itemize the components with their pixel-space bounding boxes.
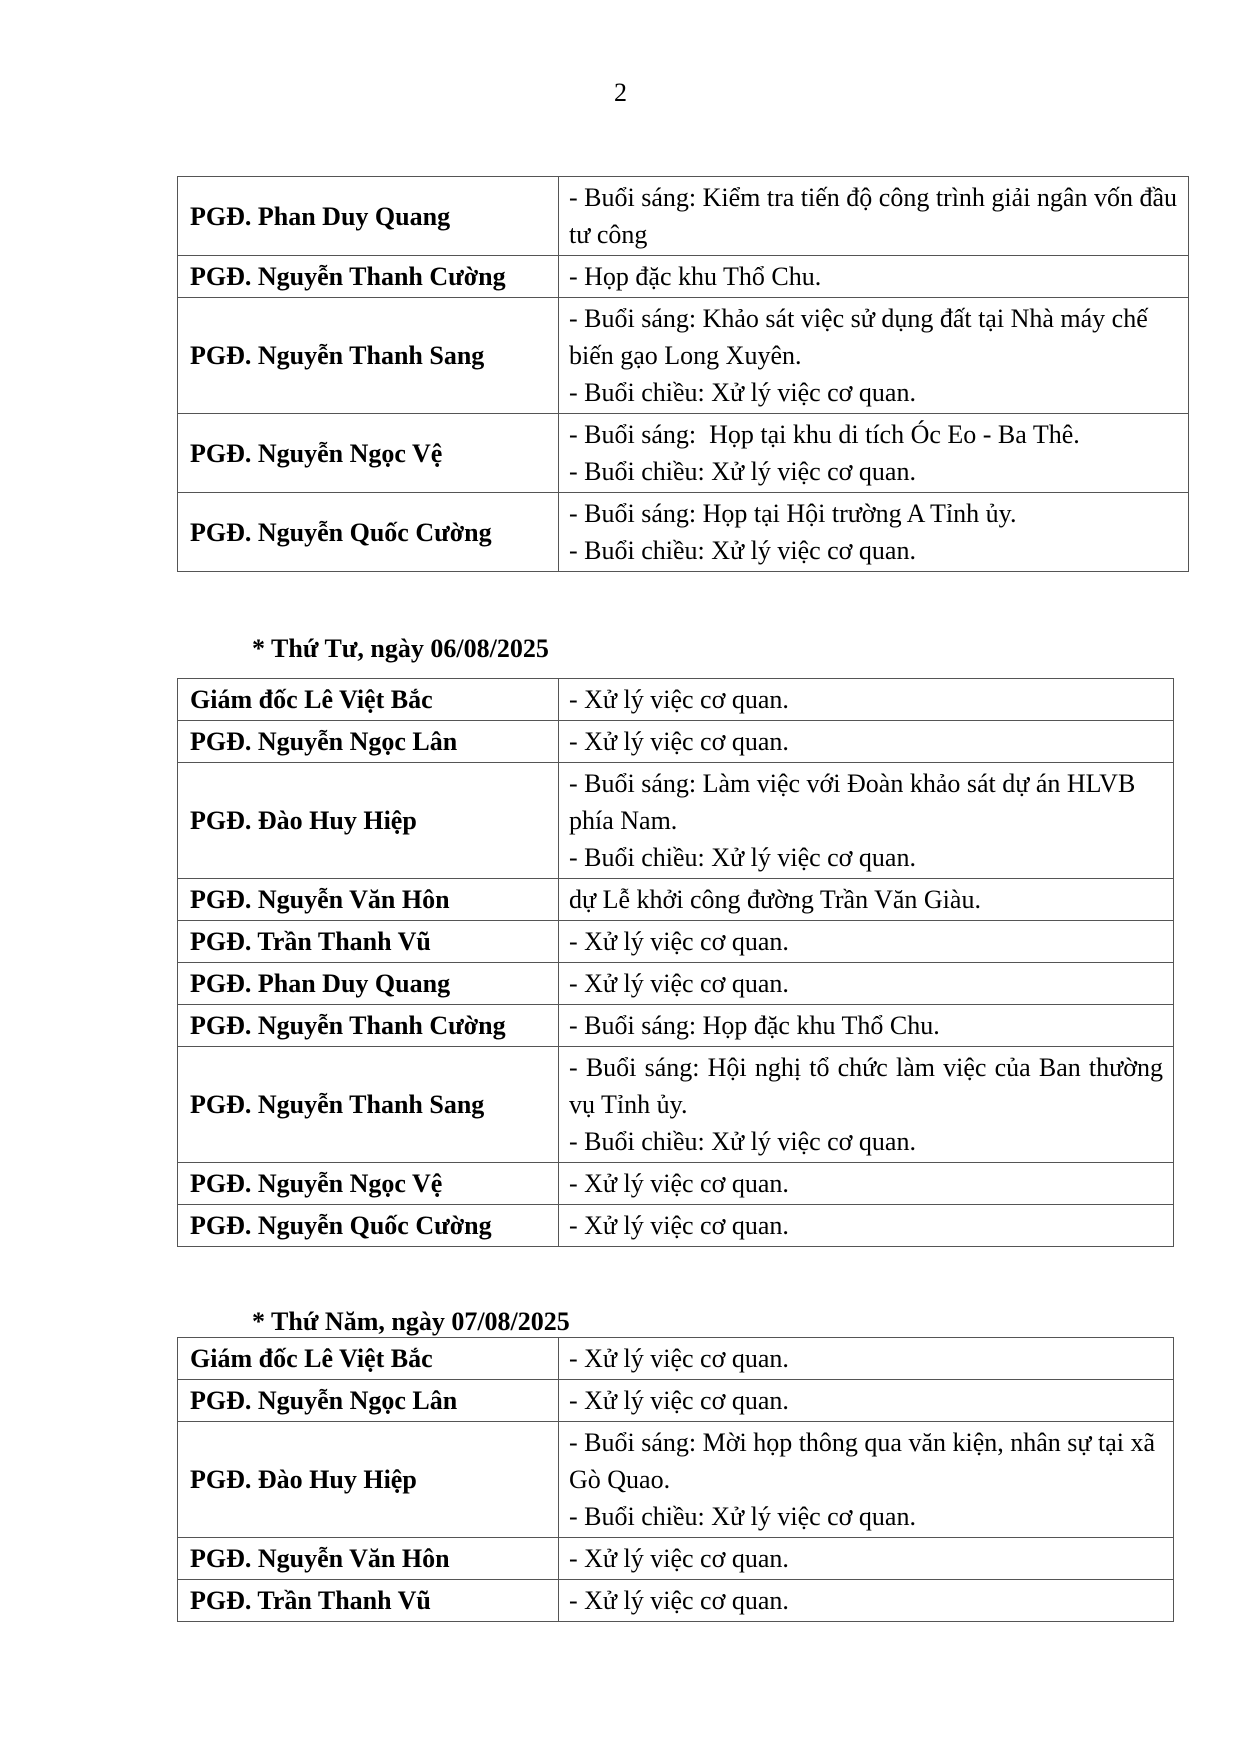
official-name: PGĐ. Phan Duy Quang [178, 177, 559, 256]
table-row [178, 879, 1174, 921]
task-text: - Buổi chiều: Xử lý việc cơ quan. [569, 1127, 916, 1156]
official-name: PGĐ. Nguyễn Ngọc Lân [178, 1380, 559, 1422]
task-text: - Buổi sáng: Kiểm tra tiến độ công trình giải ngân vốn đầu tư công [569, 183, 1177, 249]
task-text: - Buổi sáng: Hội nghị tổ chức làm việc của Ban thường vụ Tỉnh ủy. [569, 1053, 1163, 1119]
official-name: PGĐ. Phan Duy Quang [178, 963, 559, 1005]
task-text: dự Lễ khởi công đường Trần Văn Giàu. [569, 885, 981, 914]
table-row [178, 1047, 1174, 1163]
table-row [178, 493, 1189, 572]
official-name: PGĐ. Đào Huy Hiệp [178, 1422, 559, 1538]
official-name: PGĐ. Nguyễn Quốc Cường [178, 1205, 559, 1247]
official-name: PGĐ. Nguyễn Văn Hôn [178, 879, 559, 921]
task-text: - Buổi chiều: Xử lý việc cơ quan. [569, 843, 916, 872]
table-row [178, 256, 1189, 298]
task-text: - Buổi sáng: Khảo sát việc sử dụng đất tại Nhà máy chế biến gạo Long Xuyên. [569, 304, 1148, 370]
official-name: PGĐ. Đào Huy Hiệp [178, 763, 559, 879]
official-name: PGĐ. Trần Thanh Vũ [178, 921, 559, 963]
task-cell [559, 1005, 1174, 1047]
task-text: - Họp đặc khu Thổ Chu. [569, 262, 822, 291]
official-name: PGĐ. Nguyễn Ngọc Vệ [178, 1163, 559, 1205]
official-name: PGĐ. Nguyễn Ngọc Vệ [178, 414, 559, 493]
task-text: - Buổi chiều: Xử lý việc cơ quan. [569, 457, 916, 486]
task-cell [559, 1047, 1174, 1163]
table-row [178, 721, 1174, 763]
task-text: - Xử lý việc cơ quan. [569, 685, 789, 714]
task-text: - Buổi sáng: Họp tại Hội trường A Tỉnh ủy. [569, 499, 1017, 528]
official-name: PGĐ. Nguyễn Thanh Sang [178, 1047, 559, 1163]
task-cell [559, 1580, 1174, 1622]
task-text: - Xử lý việc cơ quan. [569, 1586, 789, 1615]
task-text: - Buổi chiều: Xử lý việc cơ quan. [569, 378, 916, 407]
official-name: Giám đốc Lê Việt Bắc [178, 1338, 559, 1380]
task-cell [559, 879, 1174, 921]
table-row [178, 414, 1189, 493]
table-row [178, 1538, 1174, 1580]
official-name: Giám đốc Lê Việt Bắc [178, 679, 559, 721]
official-name: PGĐ. Nguyễn Quốc Cường [178, 493, 559, 572]
task-cell [559, 177, 1189, 256]
task-text: - Buổi chiều: Xử lý việc cơ quan. [569, 1502, 916, 1531]
day-heading-wednesday: * Thứ Tư, ngày 06/08/2025 [252, 634, 549, 663]
official-name: PGĐ. Nguyễn Thanh Sang [178, 298, 559, 414]
schedule-table-continued [177, 176, 1189, 572]
task-cell [559, 256, 1189, 298]
task-cell [559, 1538, 1174, 1580]
table-row [178, 921, 1174, 963]
table-row [178, 1205, 1174, 1247]
table-row [178, 1422, 1174, 1538]
table-row [178, 177, 1189, 256]
task-cell [559, 1205, 1174, 1247]
page-number: 2 [614, 78, 627, 107]
table-row [178, 679, 1174, 721]
task-cell [559, 963, 1174, 1005]
official-name: PGĐ. Nguyễn Văn Hôn [178, 1538, 559, 1580]
task-cell [559, 679, 1174, 721]
task-text: - Xử lý việc cơ quan. [569, 727, 789, 756]
task-text: - Buổi sáng: Làm việc với Đoàn khảo sát dự án HLVB phía Nam. [569, 769, 1136, 835]
official-name: PGĐ. Nguyễn Thanh Cường [178, 1005, 559, 1047]
table-row [178, 1005, 1174, 1047]
task-cell [559, 763, 1174, 879]
task-text: - Buổi sáng: Họp đặc khu Thổ Chu. [569, 1011, 940, 1040]
table-row [178, 1163, 1174, 1205]
official-name: PGĐ. Nguyễn Ngọc Lân [178, 721, 559, 763]
schedule-table-wednesday [177, 678, 1174, 1247]
task-cell [559, 298, 1189, 414]
table-row [178, 298, 1189, 414]
task-text: - Xử lý việc cơ quan. [569, 1544, 789, 1573]
task-cell [559, 1163, 1174, 1205]
task-cell [559, 414, 1189, 493]
table-row [178, 963, 1174, 1005]
task-text: - Xử lý việc cơ quan. [569, 969, 789, 998]
official-name: PGĐ. Nguyễn Thanh Cường [178, 256, 559, 298]
task-text: - Buổi sáng: Họp tại khu di tích Óc Eo - Ba Thê. [569, 420, 1080, 449]
task-cell [559, 921, 1174, 963]
task-text: - Buổi sáng: Mời họp thông qua văn kiện, nhân sự tại xã Gò Quao. [569, 1428, 1156, 1494]
task-cell [559, 1422, 1174, 1538]
official-name: PGĐ. Trần Thanh Vũ [178, 1580, 559, 1622]
task-text: - Xử lý việc cơ quan. [569, 1386, 789, 1415]
table-row [178, 1380, 1174, 1422]
task-cell [559, 1380, 1174, 1422]
table-row [178, 1338, 1174, 1380]
day-heading-thursday: * Thứ Năm, ngày 07/08/2025 [252, 1307, 570, 1336]
task-cell [559, 1338, 1174, 1380]
task-cell [559, 721, 1174, 763]
task-text: - Xử lý việc cơ quan. [569, 927, 789, 956]
table-row [178, 1580, 1174, 1622]
task-text: - Xử lý việc cơ quan. [569, 1211, 789, 1240]
task-text: - Xử lý việc cơ quan. [569, 1169, 789, 1198]
schedule-table-thursday [177, 1337, 1174, 1622]
task-cell [559, 493, 1189, 572]
task-text: - Buổi chiều: Xử lý việc cơ quan. [569, 536, 916, 565]
table-row [178, 763, 1174, 879]
task-text: - Xử lý việc cơ quan. [569, 1344, 789, 1373]
